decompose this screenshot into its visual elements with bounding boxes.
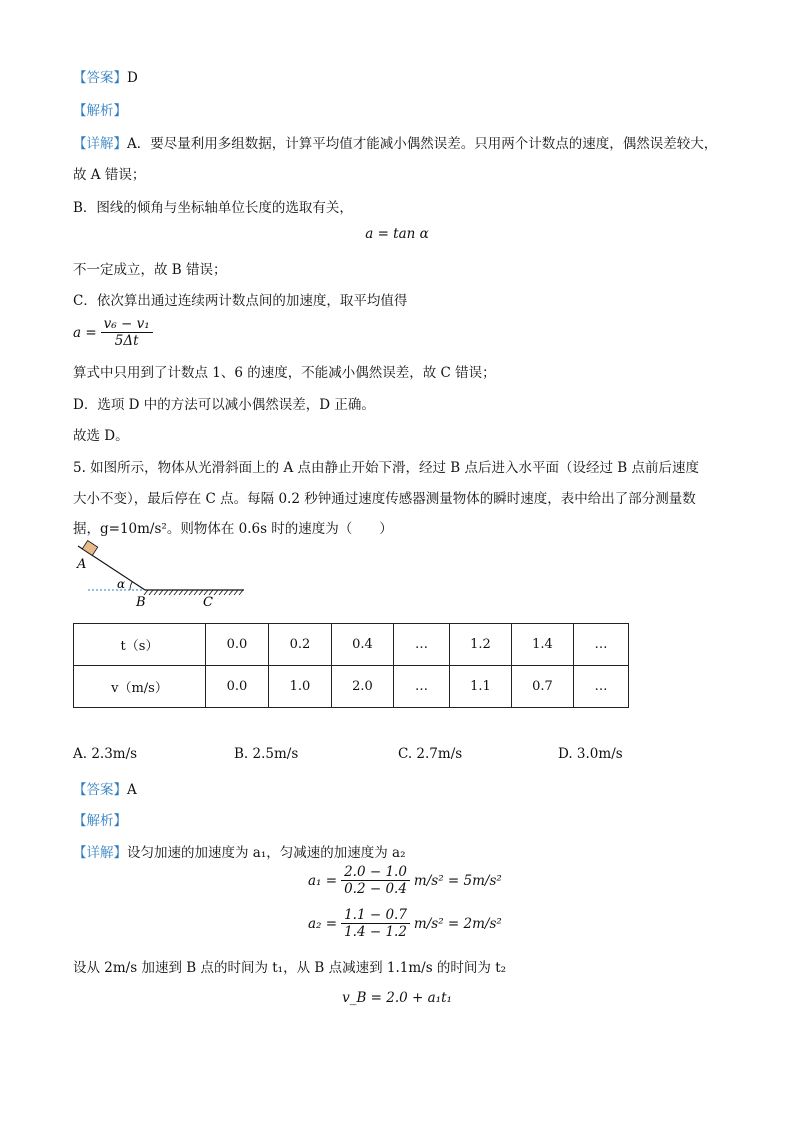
answer-tag: 【答案】: [73, 782, 127, 798]
block: [82, 541, 98, 556]
q5-detail-line2: 设从 2m/s 加速到 B 点的时间为 t₁，从 B 点减速到 1.1m/s 的时间为 t₂: [73, 960, 507, 976]
option-c[interactable]: C. 2.7m/s: [398, 746, 463, 762]
detail-tag: 【详解】: [73, 845, 127, 861]
detail-tag: 【详解】: [73, 136, 127, 152]
q5-stem-line1: 5. 如图所示，物体从光滑斜面上的 A 点由静止开始下滑，经过 B 点后进入水平面（设经过 B 点前后速度: [73, 460, 700, 476]
formula-vb: v_B = 2.0 + a₁t₁: [342, 990, 452, 1006]
formula-rhs: m/s² = 5m/s²: [413, 872, 502, 889]
q4-detail-line2: 故 A 错误；: [73, 167, 146, 183]
q5-stem-line3: 据，g=10m/s²。则物体在 0.6s 时的速度为（ ）: [73, 521, 393, 537]
incline-figure: [72, 540, 252, 610]
table-cell: …: [574, 666, 629, 708]
formula-rhs: m/s² = 2m/s²: [413, 915, 502, 932]
label-alpha: α: [117, 577, 126, 591]
answer-value: D: [127, 70, 138, 86]
answer-tag: 【答案】: [73, 70, 127, 86]
q4-option-c-conclusion: 算式中只用到了计数点 1、6 的速度，不能减小偶然误差，故 C 错误；: [73, 365, 496, 381]
table-cell: 1.0: [269, 666, 332, 708]
denominator: 5Δt: [114, 333, 139, 349]
q4-detail-line1: [73, 132, 717, 152]
fraction: [341, 864, 410, 897]
formula-a1: [308, 864, 502, 897]
option-b[interactable]: B. 2.5m/s: [234, 746, 299, 762]
fraction: [341, 907, 410, 940]
table-cell: …: [574, 624, 629, 666]
label-c: C: [203, 595, 213, 610]
floor-hatching: [144, 590, 243, 595]
row-header: v（m/s）: [74, 666, 206, 708]
measurement-table: [73, 623, 629, 708]
table-cell: 1.2: [450, 624, 512, 666]
formula-lhs: a₂ =: [308, 915, 338, 932]
numerator: v₆ − v₁: [101, 316, 153, 333]
table-cell: …: [394, 624, 450, 666]
label-b: B: [136, 595, 146, 610]
numerator: 1.1 − 0.7: [341, 907, 410, 924]
q5-options: [73, 746, 733, 764]
detail-text: 设匀加速的加速度为 a₁，匀减速的加速度为 a₂: [127, 845, 406, 861]
answer-value: A: [127, 782, 137, 798]
row-header: t（s）: [74, 624, 206, 666]
q5-answer: [73, 778, 137, 798]
option-d[interactable]: D. 3.0m/s: [558, 746, 623, 762]
denominator: 1.4 − 1.2: [344, 924, 407, 940]
detail-text: A．要尽量利用多组数据，计算平均值才能减小偶然误差。只用两个计数点的速度，偶然误差较大，: [127, 136, 718, 152]
table-cell: …: [394, 666, 450, 708]
formula-a2: [308, 907, 502, 940]
q4-choose: 故选 D。: [73, 428, 129, 444]
table-row: [74, 666, 629, 708]
q4-option-b-conclusion: 不一定成立，故 B 错误；: [73, 262, 227, 278]
denominator: 0.2 − 0.4: [344, 881, 407, 897]
table-cell: 1.1: [450, 666, 512, 708]
table-cell: 0.7: [512, 666, 574, 708]
table-cell: 1.4: [512, 624, 574, 666]
q5-analysis-tag: 【解析】: [73, 813, 127, 829]
angle-arc: [130, 582, 133, 591]
table-cell: 0.0: [206, 666, 269, 708]
q4-option-c-text: C．依次算出通过连续两计数点间的加速度，取平均值得: [73, 293, 408, 309]
table-cell: 0.0: [206, 624, 269, 666]
label-a: A: [77, 557, 87, 572]
formula-tan: a = tan α: [365, 226, 429, 242]
table-cell: 0.4: [332, 624, 394, 666]
q4-answer: [73, 66, 138, 86]
formula-lhs: a =: [73, 324, 97, 341]
table-cell: 0.2: [269, 624, 332, 666]
numerator: 2.0 − 1.0: [341, 864, 410, 881]
fraction: [101, 316, 153, 349]
formula-average-acceleration: [73, 316, 153, 349]
option-a[interactable]: A. 2.3m/s: [73, 746, 138, 762]
q5-detail-line1: [73, 841, 406, 861]
q4-analysis-tag: 【解析】: [73, 103, 127, 119]
q5-stem-line2: 大小不变），最后停在 C 点。每隔 0.2 秒钟通过速度传感器测量物体的瞬时速度，表中给出了部分测量数: [73, 491, 696, 507]
q4-option-b-text: B．图线的倾角与坐标轴单位长度的选取有关，: [73, 200, 353, 216]
table-cell: 2.0: [332, 666, 394, 708]
table-row: [74, 624, 629, 666]
q4-option-d-text: D．选项 D 中的方法可以减小偶然误差，D 正确。: [73, 397, 375, 413]
formula-lhs: a₁ =: [308, 872, 338, 889]
